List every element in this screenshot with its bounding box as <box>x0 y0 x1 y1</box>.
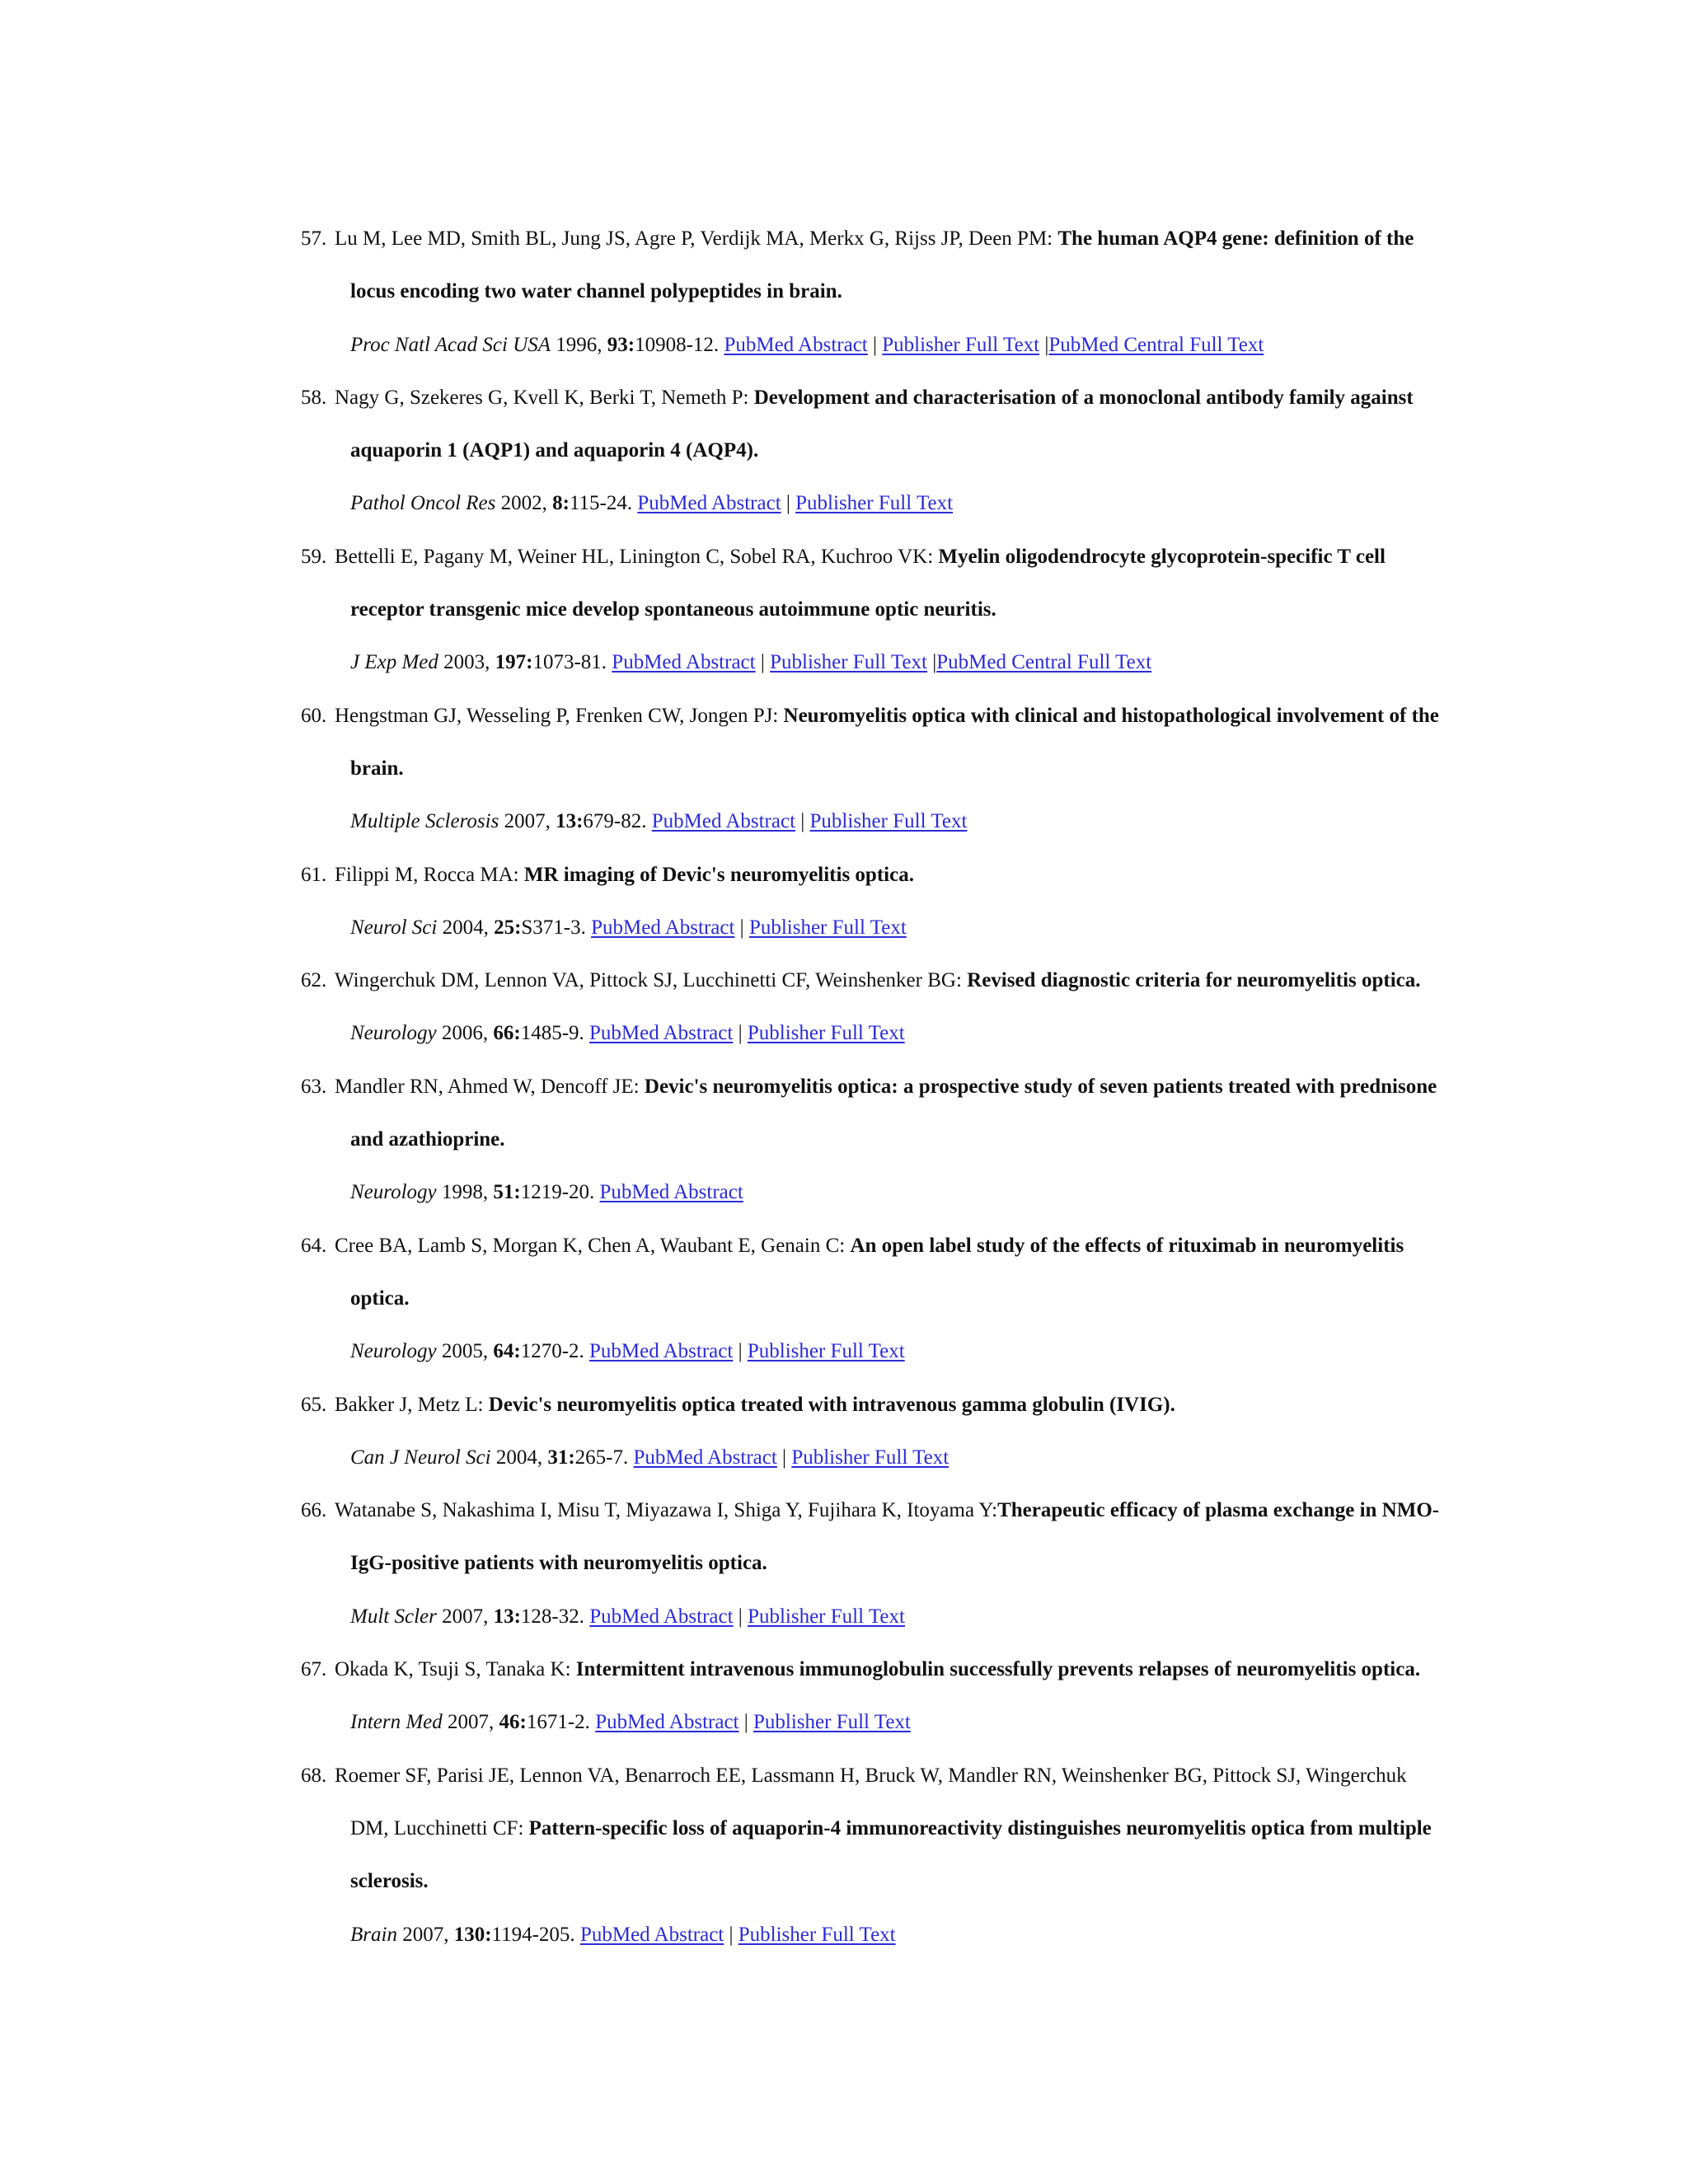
publication-year: 1998, <box>436 1181 494 1204</box>
reference-title: Devic's neuromyelitis optica treated with intravenous gamma globulin (IVIG). <box>488 1393 1175 1416</box>
reference-links <box>589 1605 905 1628</box>
publication-year: 2002, <box>495 492 553 515</box>
reference-links <box>589 1340 905 1362</box>
link-separator: | <box>738 1711 753 1734</box>
link-separator: | <box>1039 333 1049 356</box>
publication-year: 2007, <box>396 1923 454 1946</box>
pubmed-abstract-link[interactable]: PubMed Abstract <box>589 1340 734 1363</box>
reference-title-line2: and azathioprine. <box>350 1128 505 1151</box>
journal-name: Brain <box>350 1923 397 1946</box>
link-separator: | <box>733 1022 748 1045</box>
reference-authors: Bettelli E, Pagany M, Weiner HL, Linington C, Sobel RA, Kuchroo VK: <box>335 545 939 568</box>
reference-first-line <box>301 372 1471 424</box>
journal-name: Neurology <box>350 1340 437 1363</box>
page-range: 679-82. <box>583 810 652 833</box>
reference-first-line <box>301 1220 1471 1272</box>
reference-title: Devic's neuromyelitis optica: a prospective study of seven patients treated with prednisone <box>644 1075 1437 1098</box>
reference-title-continued <box>301 1537 1471 1590</box>
volume-number: 66: <box>493 1022 521 1045</box>
reference-first-line <box>301 531 1471 583</box>
volume-number: 8: <box>552 492 570 515</box>
link-separator: | <box>781 492 796 515</box>
pubmed-abstract-link[interactable]: PubMed Abstract <box>595 1711 739 1734</box>
reference-title-continued <box>301 743 1471 795</box>
page-range: 1671-2. <box>526 1711 596 1734</box>
page-range: 1485-9. <box>520 1022 590 1045</box>
pubmed-abstract-link[interactable]: PubMed Abstract <box>591 916 735 939</box>
reference-links <box>724 334 1264 356</box>
volume-number: 197: <box>495 651 533 674</box>
pubmed-abstract-link[interactable]: PubMed Abstract <box>589 1605 734 1628</box>
reference-citation <box>301 636 1471 689</box>
reference-number: 59. <box>301 545 327 568</box>
reference-number: 64. <box>301 1234 327 1257</box>
reference-item <box>301 1484 1471 1643</box>
reference-links <box>634 1446 950 1469</box>
reference-item <box>301 849 1471 955</box>
reference-title-continued <box>301 265 1471 318</box>
publication-year: 1996, <box>551 333 607 356</box>
reference-list <box>301 213 1471 1961</box>
reference-title: Therapeutic efficacy of plasma exchange in NMO- <box>997 1499 1440 1522</box>
reference-first-line <box>301 849 1471 902</box>
volume-number: 64: <box>493 1340 521 1363</box>
reference-links <box>612 651 1151 673</box>
reference-authors: Mandler RN, Ahmed W, Dencoff JE: <box>335 1075 645 1098</box>
reference-number: 61. <box>301 863 327 886</box>
reference-citation <box>301 1591 1471 1643</box>
reference-citation <box>301 1432 1471 1484</box>
reference-first-line <box>301 690 1471 743</box>
reference-title-line2: locus encoding two water channel polypeptides in brain. <box>350 280 842 303</box>
reference-title-line2: aquaporin 1 (AQP1) and aquaporin 4 (AQP4). <box>350 439 759 462</box>
reference-title: Myelin oligodendrocyte glycoprotein-specific T cell <box>938 545 1386 568</box>
link-separator: | <box>776 1446 792 1469</box>
reference-item <box>301 372 1471 531</box>
pubmed-abstract-link[interactable]: PubMed Abstract <box>637 492 781 515</box>
reference-title-line2: IgG-positive patients with neuromyelitis optica. <box>350 1552 767 1575</box>
reference-authors: Bakker J, Metz L: <box>335 1393 489 1416</box>
publication-year: 2007, <box>442 1711 499 1734</box>
journal-name: Multiple Sclerosis <box>350 810 499 833</box>
reference-number: 58. <box>301 386 327 409</box>
publisher-full-text-link[interactable]: Publisher Full Text <box>747 1340 905 1363</box>
volume-number: 46: <box>499 1711 527 1734</box>
reference-title-line2: Pattern-specific loss of aquaporin-4 immunoreactivity distinguishes neuromyelitis optica from multiple <box>528 1816 1432 1840</box>
page-range: 265-7. <box>574 1446 634 1469</box>
publisher-full-text-link[interactable]: Publisher Full Text <box>748 1605 905 1628</box>
page-range: 10908-12. <box>635 333 724 356</box>
reference-title-continued <box>301 583 1471 636</box>
reference-item <box>301 1061 1471 1220</box>
reference-number: 63. <box>301 1075 327 1098</box>
reference-title: MR imaging of Devic's neuromyelitis optica. <box>523 863 914 886</box>
volume-number: 51: <box>493 1181 521 1204</box>
pubmed-abstract-link[interactable]: PubMed Abstract <box>633 1446 777 1469</box>
reference-title-line2: brain. <box>350 757 404 780</box>
link-separator: | <box>926 651 937 674</box>
volume-number: 25: <box>494 916 522 939</box>
reference-title: Intermittent intravenous immunoglobulin successfully prevents relapses of neuromyelitis optica. <box>575 1658 1421 1681</box>
publisher-full-text-link[interactable]: Publisher Full Text <box>748 916 907 939</box>
publisher-full-text-link[interactable]: Publisher Full Text <box>738 1923 896 1946</box>
journal-name: Can J Neurol Sci <box>350 1446 491 1469</box>
reference-item <box>301 531 1471 690</box>
page-range: 115-24. <box>569 492 638 515</box>
reference-links <box>595 1711 911 1733</box>
reference-title-continued <box>301 1113 1471 1166</box>
reference-item <box>301 1750 1471 1961</box>
page-range: S371-3. <box>521 916 592 939</box>
page-range: 1194-205. <box>491 1923 580 1946</box>
reference-authors-continued: DM, Lucchinetti CF: <box>350 1816 529 1840</box>
reference-first-line <box>301 1750 1471 1802</box>
reference-item <box>301 1379 1471 1485</box>
link-separator: | <box>734 916 749 939</box>
reference-citation <box>301 1166 1471 1219</box>
reference-title-line3-row <box>301 1855 1471 1908</box>
publication-year: 2007, <box>436 1605 494 1628</box>
link-separator: | <box>795 810 810 833</box>
reference-authors: Roemer SF, Parisi JE, Lennon VA, Benarroch EE, Lassmann H, Bruck W, Mandler RN, Weinshenker BG, Pittock SJ, Wingerchuk <box>335 1764 1407 1787</box>
reference-first-line <box>301 1484 1471 1537</box>
publication-year: 2003, <box>438 651 495 674</box>
pubmed-abstract-link[interactable]: PubMed Abstract <box>589 1022 734 1045</box>
page-range: 1219-20. <box>520 1181 600 1204</box>
publication-year: 2004, <box>490 1446 548 1469</box>
reference-links <box>580 1924 896 1946</box>
pubmed-abstract-link[interactable]: PubMed Abstract <box>599 1181 743 1204</box>
reference-title: Revised diagnostic criteria for neuromyelitis optica. <box>967 969 1421 992</box>
reference-title: Neuromyelitis optica with clinical and histopathological involvement of the <box>783 704 1439 727</box>
reference-links <box>652 810 968 832</box>
reference-item <box>301 1643 1471 1750</box>
reference-item <box>301 1220 1471 1379</box>
reference-number: 68. <box>301 1764 327 1787</box>
pubmed-abstract-link[interactable]: PubMed Abstract <box>651 810 796 833</box>
reference-number: 67. <box>301 1658 327 1681</box>
reference-authors: Hengstman GJ, Wesseling P, Frenken CW, Jongen PJ: <box>335 704 784 727</box>
reference-title-line2: receptor transgenic mice develop spontaneous autoimmune optic neuritis. <box>350 598 996 621</box>
journal-name: Neurol Sci <box>350 916 438 939</box>
reference-item <box>301 954 1471 1061</box>
reference-authors: Cree BA, Lamb S, Morgan K, Chen A, Waubant E, Genain C: <box>335 1234 851 1257</box>
pubmed-central-full-text-link[interactable]: PubMed Central Full Text <box>936 651 1152 674</box>
volume-number: 13: <box>556 810 584 833</box>
volume-number: 93: <box>607 333 635 356</box>
reference-number: 65. <box>301 1393 327 1416</box>
publication-year: 2007, <box>499 810 556 833</box>
journal-name: Neurology <box>350 1181 437 1204</box>
link-separator: | <box>867 333 883 356</box>
publisher-full-text-link[interactable]: Publisher Full Text <box>882 333 1040 356</box>
reference-title-continued <box>301 1802 1471 1855</box>
reference-authors: Lu M, Lee MD, Smith BL, Jung JS, Agre P, Verdijk MA, Merkx G, Rijss JP, Deen PM: <box>335 227 1058 250</box>
journal-name: Neurology <box>350 1022 437 1045</box>
publisher-full-text-link[interactable]: Publisher Full Text <box>770 651 927 674</box>
reference-first-line <box>301 1379 1471 1432</box>
page-range: 1270-2. <box>520 1340 590 1363</box>
publisher-full-text-link[interactable]: Publisher Full Text <box>791 1446 950 1469</box>
reference-citation <box>301 1909 1471 1961</box>
reference-citation <box>301 1325 1471 1378</box>
reference-links <box>637 492 953 514</box>
reference-citation <box>301 795 1471 848</box>
reference-first-line <box>301 954 1471 1007</box>
volume-number: 130: <box>453 1923 492 1946</box>
volume-number: 13: <box>493 1605 521 1628</box>
reference-first-line <box>301 213 1471 265</box>
volume-number: 31: <box>547 1446 575 1469</box>
journal-name: J Exp Med <box>350 651 438 674</box>
page-range: 1073-81. <box>532 651 612 674</box>
pubmed-abstract-link[interactable]: PubMed Abstract <box>579 1923 724 1946</box>
reference-citation <box>301 319 1471 372</box>
reference-number: 66. <box>301 1499 327 1522</box>
pubmed-abstract-link[interactable]: PubMed Abstract <box>612 651 756 674</box>
reference-item <box>301 690 1471 849</box>
reference-number: 57. <box>301 227 327 250</box>
pubmed-central-full-text-link[interactable]: PubMed Central Full Text <box>1048 333 1264 356</box>
reference-links <box>589 1022 905 1044</box>
journal-name: Mult Scler <box>350 1605 437 1628</box>
link-separator: | <box>733 1605 748 1628</box>
publication-year: 2004, <box>437 916 495 939</box>
publisher-full-text-link[interactable]: Publisher Full Text <box>753 1711 911 1734</box>
journal-name: Intern Med <box>350 1711 443 1734</box>
link-separator: | <box>724 1923 738 1946</box>
reference-citation <box>301 477 1471 530</box>
reference-title-line3: sclerosis. <box>350 1870 429 1893</box>
page-range: 128-32. <box>520 1605 590 1628</box>
link-separator: | <box>733 1340 748 1363</box>
reference-title-continued <box>301 424 1471 477</box>
journal-name: Proc Natl Acad Sci USA <box>350 333 551 356</box>
publisher-full-text-link[interactable]: Publisher Full Text <box>795 492 954 515</box>
reference-first-line <box>301 1643 1471 1696</box>
reference-title: The human AQP4 gene: definition of the <box>1057 227 1414 250</box>
publication-year: 2006, <box>436 1022 494 1045</box>
reference-title-line2: optica. <box>350 1286 410 1310</box>
publication-year: 2005, <box>436 1340 494 1363</box>
publisher-full-text-link[interactable]: Publisher Full Text <box>809 810 968 833</box>
link-separator: | <box>755 651 771 674</box>
reference-citation <box>301 902 1471 954</box>
reference-first-line <box>301 1061 1471 1113</box>
reference-citation <box>301 1696 1471 1749</box>
reference-number: 62. <box>301 969 327 992</box>
reference-authors: Watanabe S, Nakashima I, Misu T, Miyazawa I, Shiga Y, Fujihara K, Itoyama Y: <box>335 1499 998 1522</box>
reference-authors: Nagy G, Szekeres G, Kvell K, Berki T, Nemeth P: <box>335 386 754 409</box>
reference-title: Development and characterisation of a monoclonal antibody family against <box>753 386 1414 409</box>
reference-links <box>591 916 907 939</box>
reference-citation <box>301 1007 1471 1060</box>
journal-name: Pathol Oncol Res <box>350 492 496 515</box>
reference-number: 60. <box>301 704 327 727</box>
pubmed-abstract-link[interactable]: PubMed Abstract <box>724 333 868 356</box>
reference-title-continued <box>301 1272 1471 1325</box>
reference-links <box>600 1181 743 1203</box>
publisher-full-text-link[interactable]: Publisher Full Text <box>747 1022 905 1045</box>
reference-title: An open label study of the effects of rituximab in neuromyelitis <box>850 1234 1404 1257</box>
reference-item <box>301 213 1471 372</box>
reference-authors: Wingerchuk DM, Lennon VA, Pittock SJ, Lucchinetti CF, Weinshenker BG: <box>335 969 968 992</box>
reference-authors: Filippi M, Rocca MA: <box>335 863 524 886</box>
reference-authors: Okada K, Tsuji S, Tanaka K: <box>335 1658 576 1681</box>
